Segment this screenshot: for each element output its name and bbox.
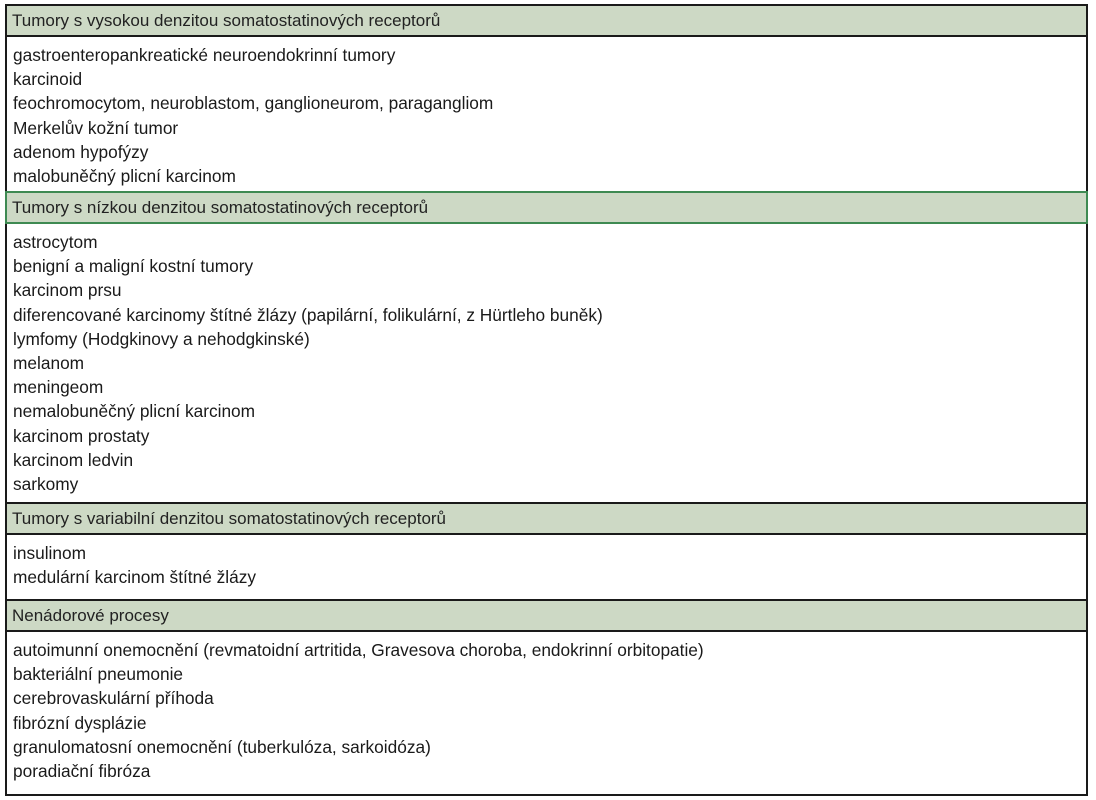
- list-item: autoimunní onemocnění (revmatoidní artritida, Gravesova choroba, endokrinní orbitopatie): [13, 640, 704, 660]
- list-item: sarkomy: [13, 474, 79, 495]
- list-item: karcinom prsu: [13, 280, 122, 301]
- list-item: feochromocytom, neuroblastom, ganglioneurom, paragangliom: [13, 93, 494, 114]
- section-body-low-density: [5, 224, 1088, 502]
- list-item: melanom: [13, 353, 85, 374]
- section-header-variable-density: Tumory s variabilní denzitou somatostatinových receptorů: [5, 502, 1088, 535]
- list-item: insulinom: [13, 543, 86, 563]
- list-item: Merkelův kožní tumor: [13, 117, 179, 138]
- list-item: bakteriální pneumonie: [13, 664, 184, 685]
- list-item: poradiační fibróza: [13, 761, 151, 782]
- list-item: nemalobuněčný plicní karcinom: [13, 401, 256, 422]
- list-item: fibrózní dysplázie: [13, 712, 147, 733]
- list-item: karcinom ledvin: [13, 449, 134, 470]
- list-item: diferencované karcinomy štítné žlázy (papilární, folikulární, z Hürtleho buněk): [13, 304, 603, 325]
- list-item: karcinoid: [13, 69, 83, 90]
- section-body-non-tumor: [5, 632, 1088, 796]
- list-item: adenom hypofýzy: [13, 141, 149, 162]
- section-header-low-density: Tumory s nízkou denzitou somatostatinových receptorů: [5, 191, 1088, 224]
- section-body-variable-density: [5, 535, 1088, 599]
- section-header-high-density: Tumory s vysokou denzitou somatostatinových receptorů: [5, 4, 1088, 37]
- list-item: granulomatosní onemocnění (tuberkulóza, sarkoidóza): [13, 736, 431, 757]
- list-item: gastroenteropankreatické neuroendokrinní tumory: [13, 45, 396, 65]
- list-item: malobuněčný plicní karcinom: [13, 166, 236, 187]
- list-item: lymfomy (Hodgkinovy a nehodgkinské): [13, 328, 310, 349]
- section-body-high-density: [5, 37, 1088, 191]
- list-item: cerebrovaskulární příhoda: [13, 688, 214, 709]
- list-item: astrocytom: [13, 232, 98, 252]
- receptor-density-table: [5, 4, 1088, 796]
- list-item: karcinom prostaty: [13, 425, 150, 446]
- section-header-non-tumor: Nenádorové procesy: [5, 599, 1088, 632]
- list-item: meningeom: [13, 377, 104, 398]
- list-item: medulární karcinom štítné žlázy: [13, 567, 256, 588]
- list-item: benigní a maligní kostní tumory: [13, 256, 254, 277]
